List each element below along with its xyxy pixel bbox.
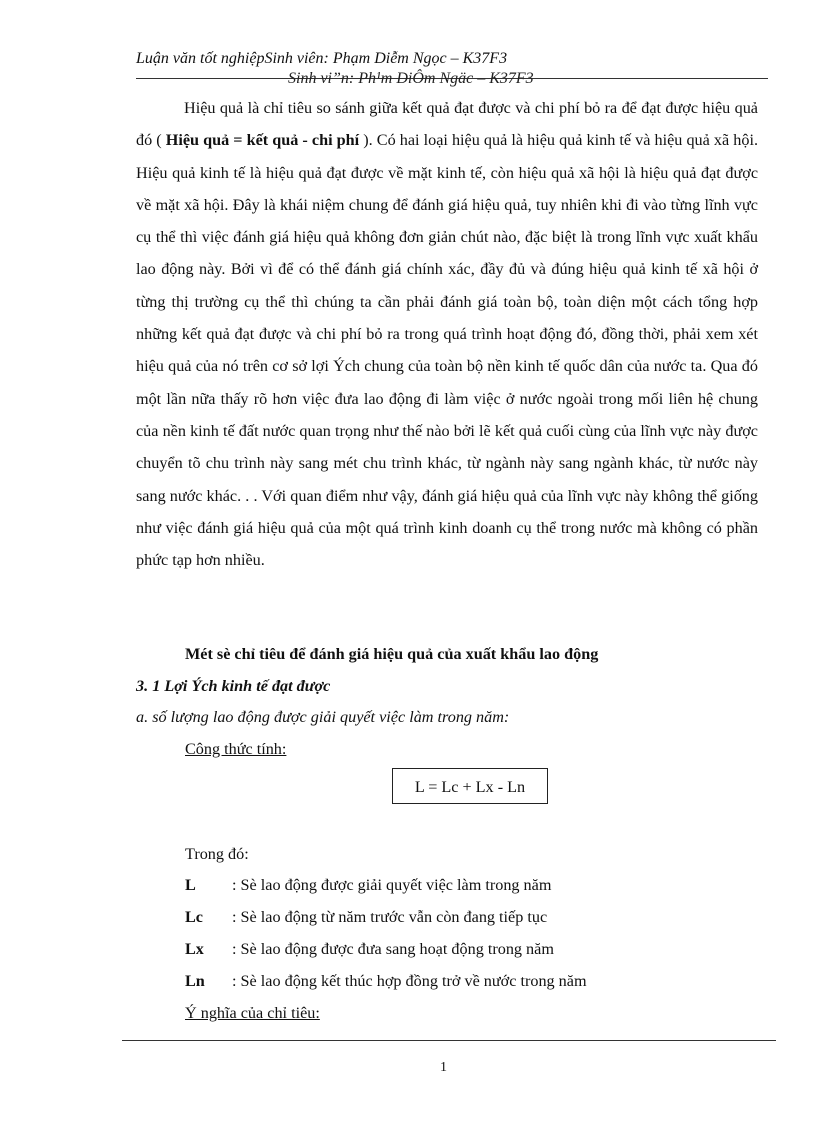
definition-desc: : Sè lao động được đưa sang hoạt động trong năm [232,940,554,958]
footer-rule [122,1040,776,1041]
definition-term: Lc [185,908,203,926]
subsection-heading: a. số lượng lao động được giải quyết việc làm trong năm: [136,708,510,726]
body-paragraph [136,92,758,576]
page-number: 1 [440,1060,447,1075]
definition-desc: : Sè lao động được giải quyết việc làm trong năm [232,876,552,894]
definition-desc: : Sè lao động kết thúc hợp đồng trở về nước trong năm [232,972,587,990]
definition-term: Lx [185,940,204,958]
paragraph-part2: ). Có hai loại hiệu quả là hiệu quả kinh tế và hiệu quả xã hội. Hiệu quả kinh tế là hiệu quả đạt được về mặt kinh tế, còn hiệu quả xã hội là hiệu quả đạt được về mặt xã hội. Đây là khái niệm chung để đánh giá hiệu quả, tuy nhiên khi đi vào từng lĩnh vực cụ thể thì việc đánh giá hiệu quả không đơn giản chút nào, đặc biệt là trong lĩnh vực xuất khẩu lao động này. Bởi vì để có thể đánh giá chính xác, đầy đủ và đúng hiệu quả kinh tế xã hội ở từng thị trường cụ thể thì chúng ta cần phải đánh giá toàn bộ, toàn diện một cách tổng hợp những kết quả đạt được và chi phí bỏ ra trong quá trình hoạt động đó, đồng thời, phải xem xét hiệu quả của nó trên cơ sở lợi Ých chung của toàn bộ nền kinh tế quốc dân của nước ta. Qua đó một lần nữa thấy rõ hơn việc đưa lao động đi làm việc ở nước ngoài trong mối liên hệ chung của nền kinh tế đất nước quan trọng như thế nào bởi lẽ kết quả cuối cùng của lĩnh vực này được chuyển tõ chu trình này sang mét chu trình khác, từ ngành này sang ngành khác, từ nước này sang nước khác. . . Với quan điểm như vậy, đánh giá hiệu quả của lĩnh vực này không thể giống như việc đánh giá hiệu quả của một quá trình kinh doanh cụ thể trong nước mà không có phần phức tạp hơn nhiều. [136,131,758,570]
efficiency-formula-inline: Hiệu quả = kết quả - chi phí [165,131,360,150]
main-heading: Mét sè chỉ tiêu để đánh giá hiệu quả của xuất khẩu lao động [185,645,599,663]
meaning-label: Ý nghĩa của chỉ tiêu: [185,1004,320,1022]
definition-term: L [185,876,196,894]
where-label: Trong đó: [185,845,249,863]
formula-box: L = Lc + Lx - Ln [392,768,548,804]
running-header-line1: Luận văn tốt nghiệpSinh viên: Phạm Diễm Ngọc – K37F3 [136,50,508,67]
paragraph-part1: Hiệu quả là chỉ tiêu so sánh giữa kết quả đạt được và chi phí bỏ ra để đạt được hiệu quả đó ( [136,99,758,150]
running-header-line2: Sinh vi”n: Ph¹m DiÔm Ngäc – K37F3 [288,70,534,87]
definition-desc: : Sè lao động từ năm trước vẫn còn đang tiếp tục [232,908,548,926]
definition-term: Ln [185,972,205,990]
section-heading: 3. 1 Lợi Ých kinh tế đạt được [136,677,331,695]
formula-label: Công thức tính: [185,740,287,758]
